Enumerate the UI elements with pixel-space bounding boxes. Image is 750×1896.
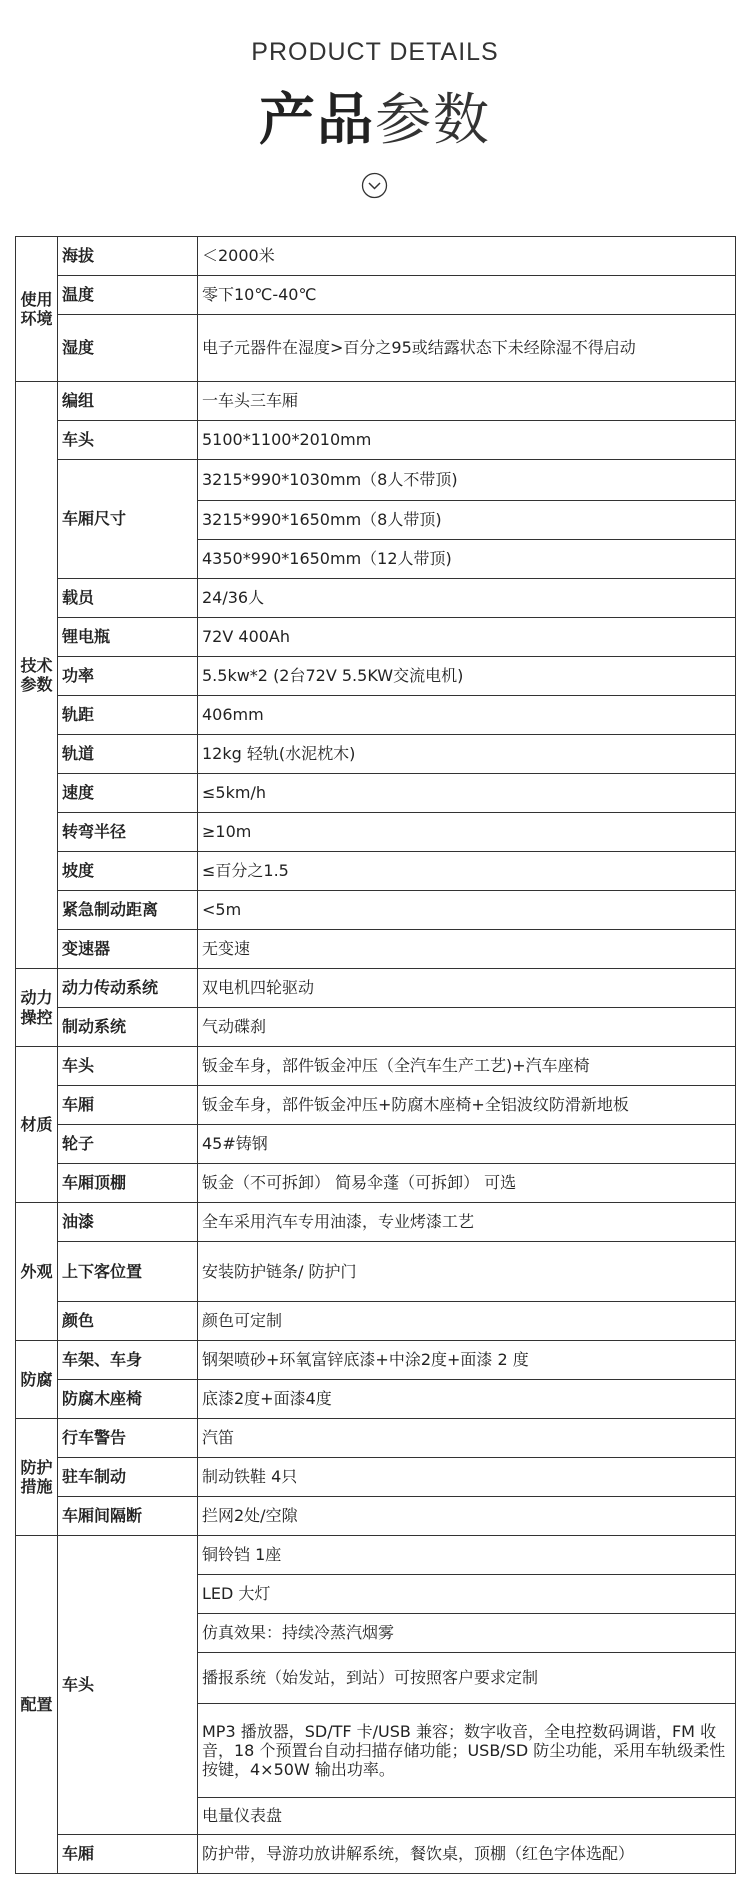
spec-value: 拦网2处/空隙 [198,1497,736,1536]
spec-label: 海拔 [58,237,198,276]
category-cell: 外观 [16,1203,58,1341]
spec-label: 车厢尺寸 [58,460,198,579]
spec-label: 速度 [58,774,198,813]
spec-label: 锂电瓶 [58,618,198,657]
table-row [16,1047,736,1086]
spec-value: 制动铁鞋 4只 [198,1458,736,1497]
table-row [16,696,736,735]
spec-label: 上下客位置 [58,1242,198,1302]
table-row [16,382,736,421]
spec-label: 车厢 [58,1835,198,1874]
spec-value: 无变速 [198,930,736,969]
spec-value: 一车头三车厢 [198,382,736,421]
table-row [16,1835,736,1874]
table-row [16,1086,736,1125]
spec-value: MP3 播放器，SD/TF 卡/USB 兼容；数字收音，全电控数码调谐，FM 收音，18 个预置台自动扫描存储功能；USB/SD 防尘功能，采用车轨级柔性按键，4×50W 输出功率。 [198,1704,736,1798]
category-cell: 防腐 [16,1341,58,1419]
spec-value: 仿真效果：持续冷蒸汽烟雾 [198,1614,736,1653]
table-row [16,276,736,315]
table-row [16,315,736,382]
spec-value: ≤5km/h [198,774,736,813]
table-row [16,774,736,813]
table-row [16,1419,736,1458]
table-row [16,852,736,891]
spec-label: 车厢间隔断 [58,1497,198,1536]
spec-label: 车架、车身 [58,1341,198,1380]
spec-label: 动力传动系统 [58,969,198,1008]
spec-value: 安装防护链条/ 防护门 [198,1242,736,1302]
spec-value: 铜铃铛 1座 [198,1536,736,1575]
spec-label: 制动系统 [58,1008,198,1047]
spec-label: 紧急制动距离 [58,891,198,930]
table-row [16,1341,736,1380]
spec-value: 钣金车身，部件钣金冲压+防腐木座椅+全铝波纹防滑新地板 [198,1086,736,1125]
spec-value: 防护带，导游功放讲解系统，餐饮桌，顶棚（红色字体选配） [198,1835,736,1874]
spec-value: <5m [198,891,736,930]
spec-value: 播报系统（始发站，到站）可按照客户要求定制 [198,1653,736,1704]
table-row [16,579,736,618]
category-cell: 防护 措施 [16,1419,58,1536]
spec-value: 5100*1100*2010mm [198,421,736,460]
spec-value: 电量仪表盘 [198,1798,736,1835]
spec-label: 轨距 [58,696,198,735]
chevron-down-circle-icon [361,172,388,199]
spec-label: 行车警告 [58,1419,198,1458]
spec-value: 电子元器件在湿度>百分之95或结露状态下未经除湿不得启动 [198,315,736,382]
category-cell: 使用 环境 [16,237,58,382]
table-row [16,460,736,501]
spec-value: ＜2000米 [198,237,736,276]
spec-label: 功率 [58,657,198,696]
spec-label: 车厢顶棚 [58,1164,198,1203]
spec-label: 轮子 [58,1125,198,1164]
english-title: PRODUCT DETAILS [251,38,499,66]
table-row [16,237,736,276]
table-row [16,813,736,852]
spec-value: 12kg 轻轨(水泥枕木) [198,735,736,774]
spec-value: 72V 400Ah [198,618,736,657]
table-row [16,891,736,930]
table-row [16,1380,736,1419]
spec-label: 轨道 [58,735,198,774]
spec-value: 24/36人 [198,579,736,618]
spec-value: 底漆2度+面漆4度 [198,1380,736,1419]
spec-table [15,236,736,1874]
spec-label: 车头 [58,421,198,460]
spec-value: 3215*990*1030mm（8人不带顶) [198,460,736,501]
table-row [16,969,736,1008]
table-row [16,1302,736,1341]
spec-value: 双电机四轮驱动 [198,969,736,1008]
spec-value: 4350*990*1650mm（12人带顶) [198,540,736,579]
spec-label: 编组 [58,382,198,421]
table-row [16,421,736,460]
category-cell: 材质 [16,1047,58,1203]
spec-label: 变速器 [58,930,198,969]
spec-value: ≥10m [198,813,736,852]
spec-value: 406mm [198,696,736,735]
spec-value: ≤百分之1.5 [198,852,736,891]
spec-label: 载员 [58,579,198,618]
spec-label: 防腐木座椅 [58,1380,198,1419]
spec-value: 3215*990*1650mm（8人带顶) [198,501,736,540]
table-row [16,735,736,774]
spec-label: 湿度 [58,315,198,382]
spec-value: 钣金（不可拆卸） 简易伞蓬（可拆卸） 可选 [198,1164,736,1203]
spec-value: LED 大灯 [198,1575,736,1614]
spec-value: 零下10℃-40℃ [198,276,736,315]
category-cell: 动力 操控 [16,969,58,1047]
spec-value: 汽笛 [198,1419,736,1458]
spec-value: 钢架喷砂+环氧富锌底漆+中涂2度+面漆 2 度 [198,1341,736,1380]
chinese-title-bold: 产品 [259,88,375,153]
spec-label: 温度 [58,276,198,315]
chinese-title-light: 参数 [375,88,491,153]
category-cell: 技术 参数 [16,382,58,969]
table-row [16,1242,736,1302]
table-row [16,1164,736,1203]
table-row [16,1203,736,1242]
spec-label: 车厢 [58,1086,198,1125]
category-cell: 配置 [16,1536,58,1874]
table-row [16,1458,736,1497]
table-row [16,930,736,969]
spec-label: 驻车制动 [58,1458,198,1497]
spec-label: 车头 [58,1536,198,1835]
table-row [16,657,736,696]
table-row [16,1497,736,1536]
spec-label: 颜色 [58,1302,198,1341]
chinese-title [0,76,750,156]
spec-value: 45#铸钢 [198,1125,736,1164]
table-row [16,1536,736,1575]
table-row [16,1125,736,1164]
spec-value: 5.5kw*2 (2台72V 5.5KW交流电机) [198,657,736,696]
table-row [16,1008,736,1047]
spec-label: 油漆 [58,1203,198,1242]
spec-label: 转弯半径 [58,813,198,852]
page-header [0,0,750,230]
spec-value: 颜色可定制 [198,1302,736,1341]
spec-value: 全车采用汽车专用油漆，专业烤漆工艺 [198,1203,736,1242]
spec-label: 坡度 [58,852,198,891]
spec-value: 气动碟刹 [198,1008,736,1047]
spec-label: 车头 [58,1047,198,1086]
spec-value: 钣金车身，部件钣金冲压（全汽车生产工艺)+汽车座椅 [198,1047,736,1086]
table-row [16,618,736,657]
